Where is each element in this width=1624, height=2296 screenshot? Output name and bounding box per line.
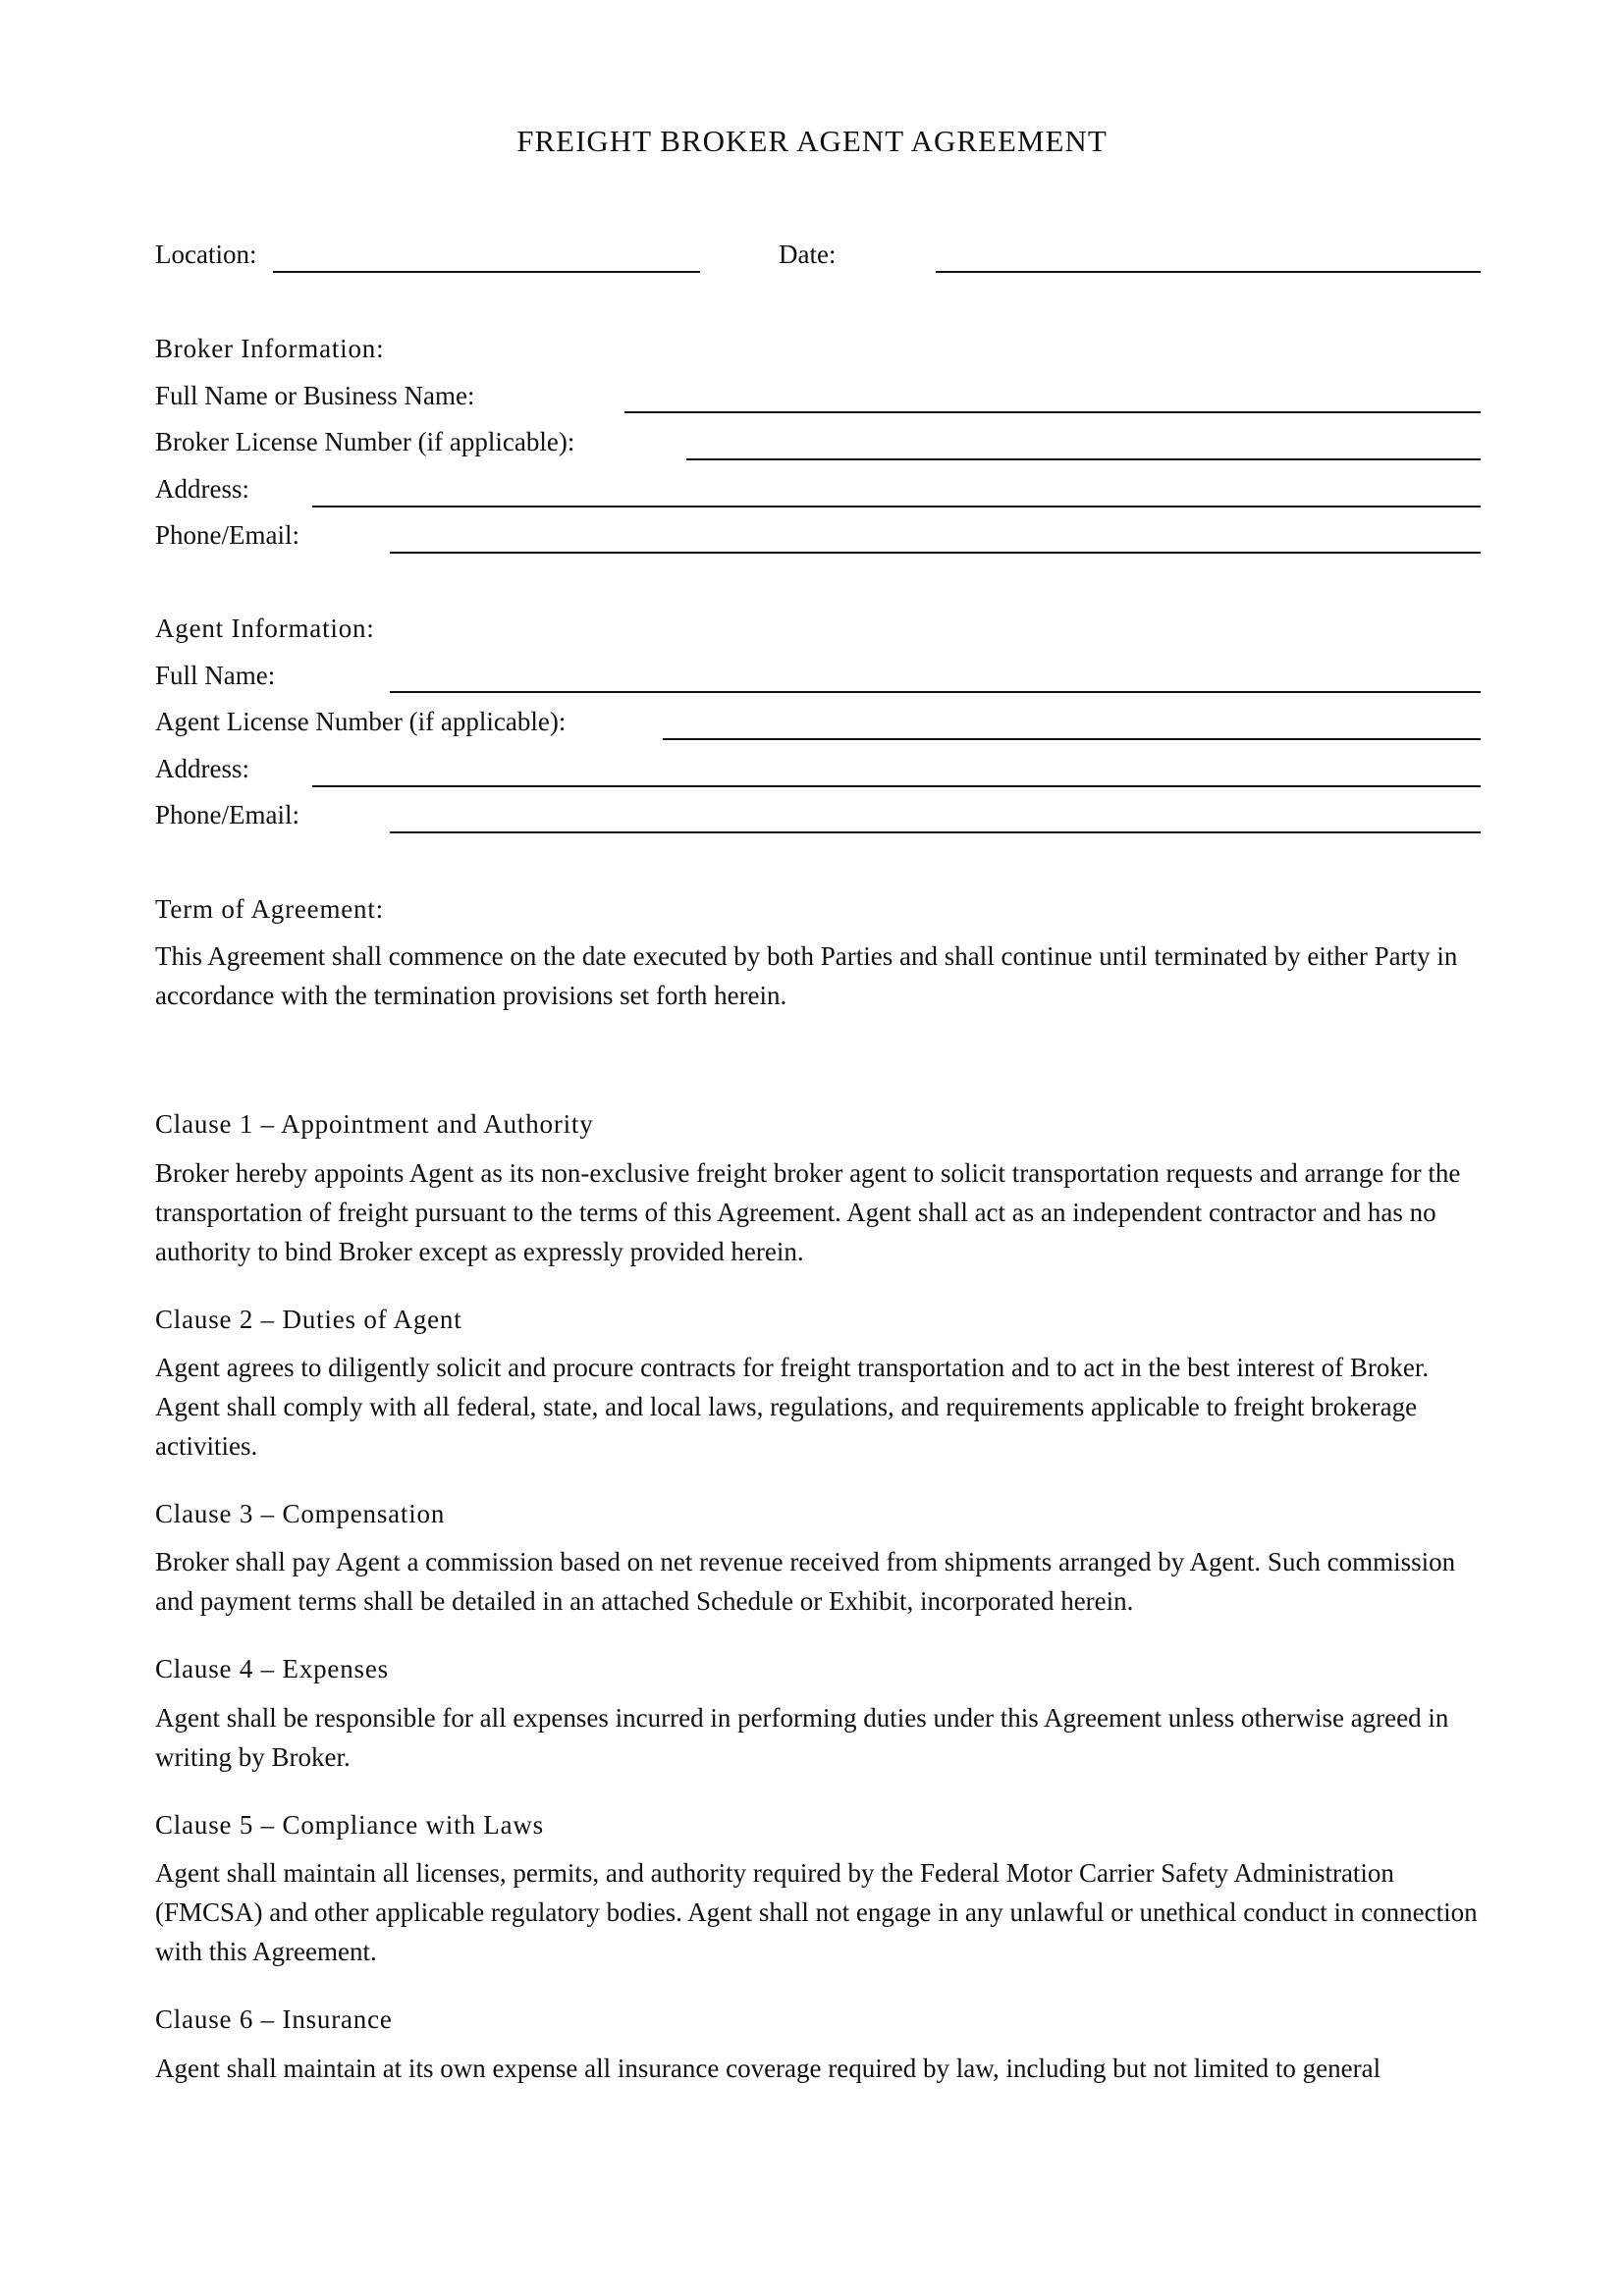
term-heading: Term of Agreement: (155, 894, 384, 924)
broker-contact-field[interactable] (390, 552, 1481, 554)
broker-license-label: Broker License Number (if applicable): (155, 427, 575, 456)
date-label: Date: (779, 240, 837, 269)
date-field[interactable] (936, 271, 1481, 273)
clause-4-heading: Clause 4 – Expenses (155, 1654, 389, 1683)
broker-contact-label: Phone/Email: (155, 520, 299, 550)
broker-name-field[interactable] (624, 411, 1481, 413)
agent-license-label: Agent License Number (if applicable): (155, 707, 567, 736)
clause-3-text: Broker shall pay Agent a commission based on net revenue received from shipments arranged by Agent. Such commission and payment terms shall be detailed in an attached Schedule or Exhibit, incorporated herein. (155, 1547, 1456, 1616)
agent-name-field[interactable] (390, 691, 1481, 693)
broker-info-heading: Broker Information: (155, 334, 385, 363)
location-field[interactable] (273, 271, 700, 273)
broker-address-label: Address: (155, 474, 249, 504)
agent-address-field[interactable] (312, 785, 1481, 787)
agent-license-field[interactable] (663, 738, 1481, 740)
agent-contact-field[interactable] (390, 831, 1481, 833)
clause-2-text: Agent agrees to diligently solicit and procure contracts for freight transportation and to act in the best interest of Broker. Agent shall comply with all federal, state, and local laws, regulations, and requirements applicable to freight brokerage activities. (155, 1353, 1430, 1461)
broker-name-label: Full Name or Business Name: (155, 381, 475, 410)
clause-1-text: Broker hereby appoints Agent as its non-exclusive freight broker agent to solicit transportation requests and arrange for the transportation of freight pursuant to the terms of this Agreement. Agent shall act as an independent contractor and has no authority to bind Broker except as expressly provided herein. (155, 1158, 1461, 1266)
clause-3-heading: Clause 3 – Compensation (155, 1499, 446, 1528)
broker-address-field[interactable] (312, 506, 1481, 507)
agent-info-heading: Agent Information: (155, 614, 375, 643)
agent-contact-label: Phone/Email: (155, 800, 299, 829)
clause-5-heading: Clause 5 – Compliance with Laws (155, 1810, 544, 1840)
clause-6-heading: Clause 6 – Insurance (155, 2004, 393, 2034)
broker-license-field[interactable] (686, 458, 1481, 460)
term-text: This Agreement shall commence on the date executed by both Parties and shall continue until terminated by either Party in accordance with the termination provisions set forth herein. (155, 941, 1458, 1010)
clause-6-text: Agent shall maintain at its own expense all insurance coverage required by law, including but not limited to general (155, 2054, 1381, 2083)
document-title: FREIGHT BROKER AGENT AGREEMENT (516, 124, 1108, 158)
clause-2-heading: Clause 2 – Duties of Agent (155, 1305, 462, 1334)
clause-4-text: Agent shall be responsible for all expenses incurred in performing duties under this Agreement unless otherwise agreed in writing by Broker. (155, 1703, 1449, 1772)
clause-1-heading: Clause 1 – Appointment and Authority (155, 1109, 594, 1139)
location-label: Location: (155, 240, 257, 269)
clause-5-text: Agent shall maintain all licenses, permits, and authority required by the Federal Motor Carrier Safety Administration (FMCSA) and other applicable regulatory bodies. Agent shall not engage in any unlawful or unethical conduct in connection with this Agreement. (155, 1858, 1478, 1966)
agent-name-label: Full Name: (155, 661, 276, 690)
agent-address-label: Address: (155, 754, 249, 783)
